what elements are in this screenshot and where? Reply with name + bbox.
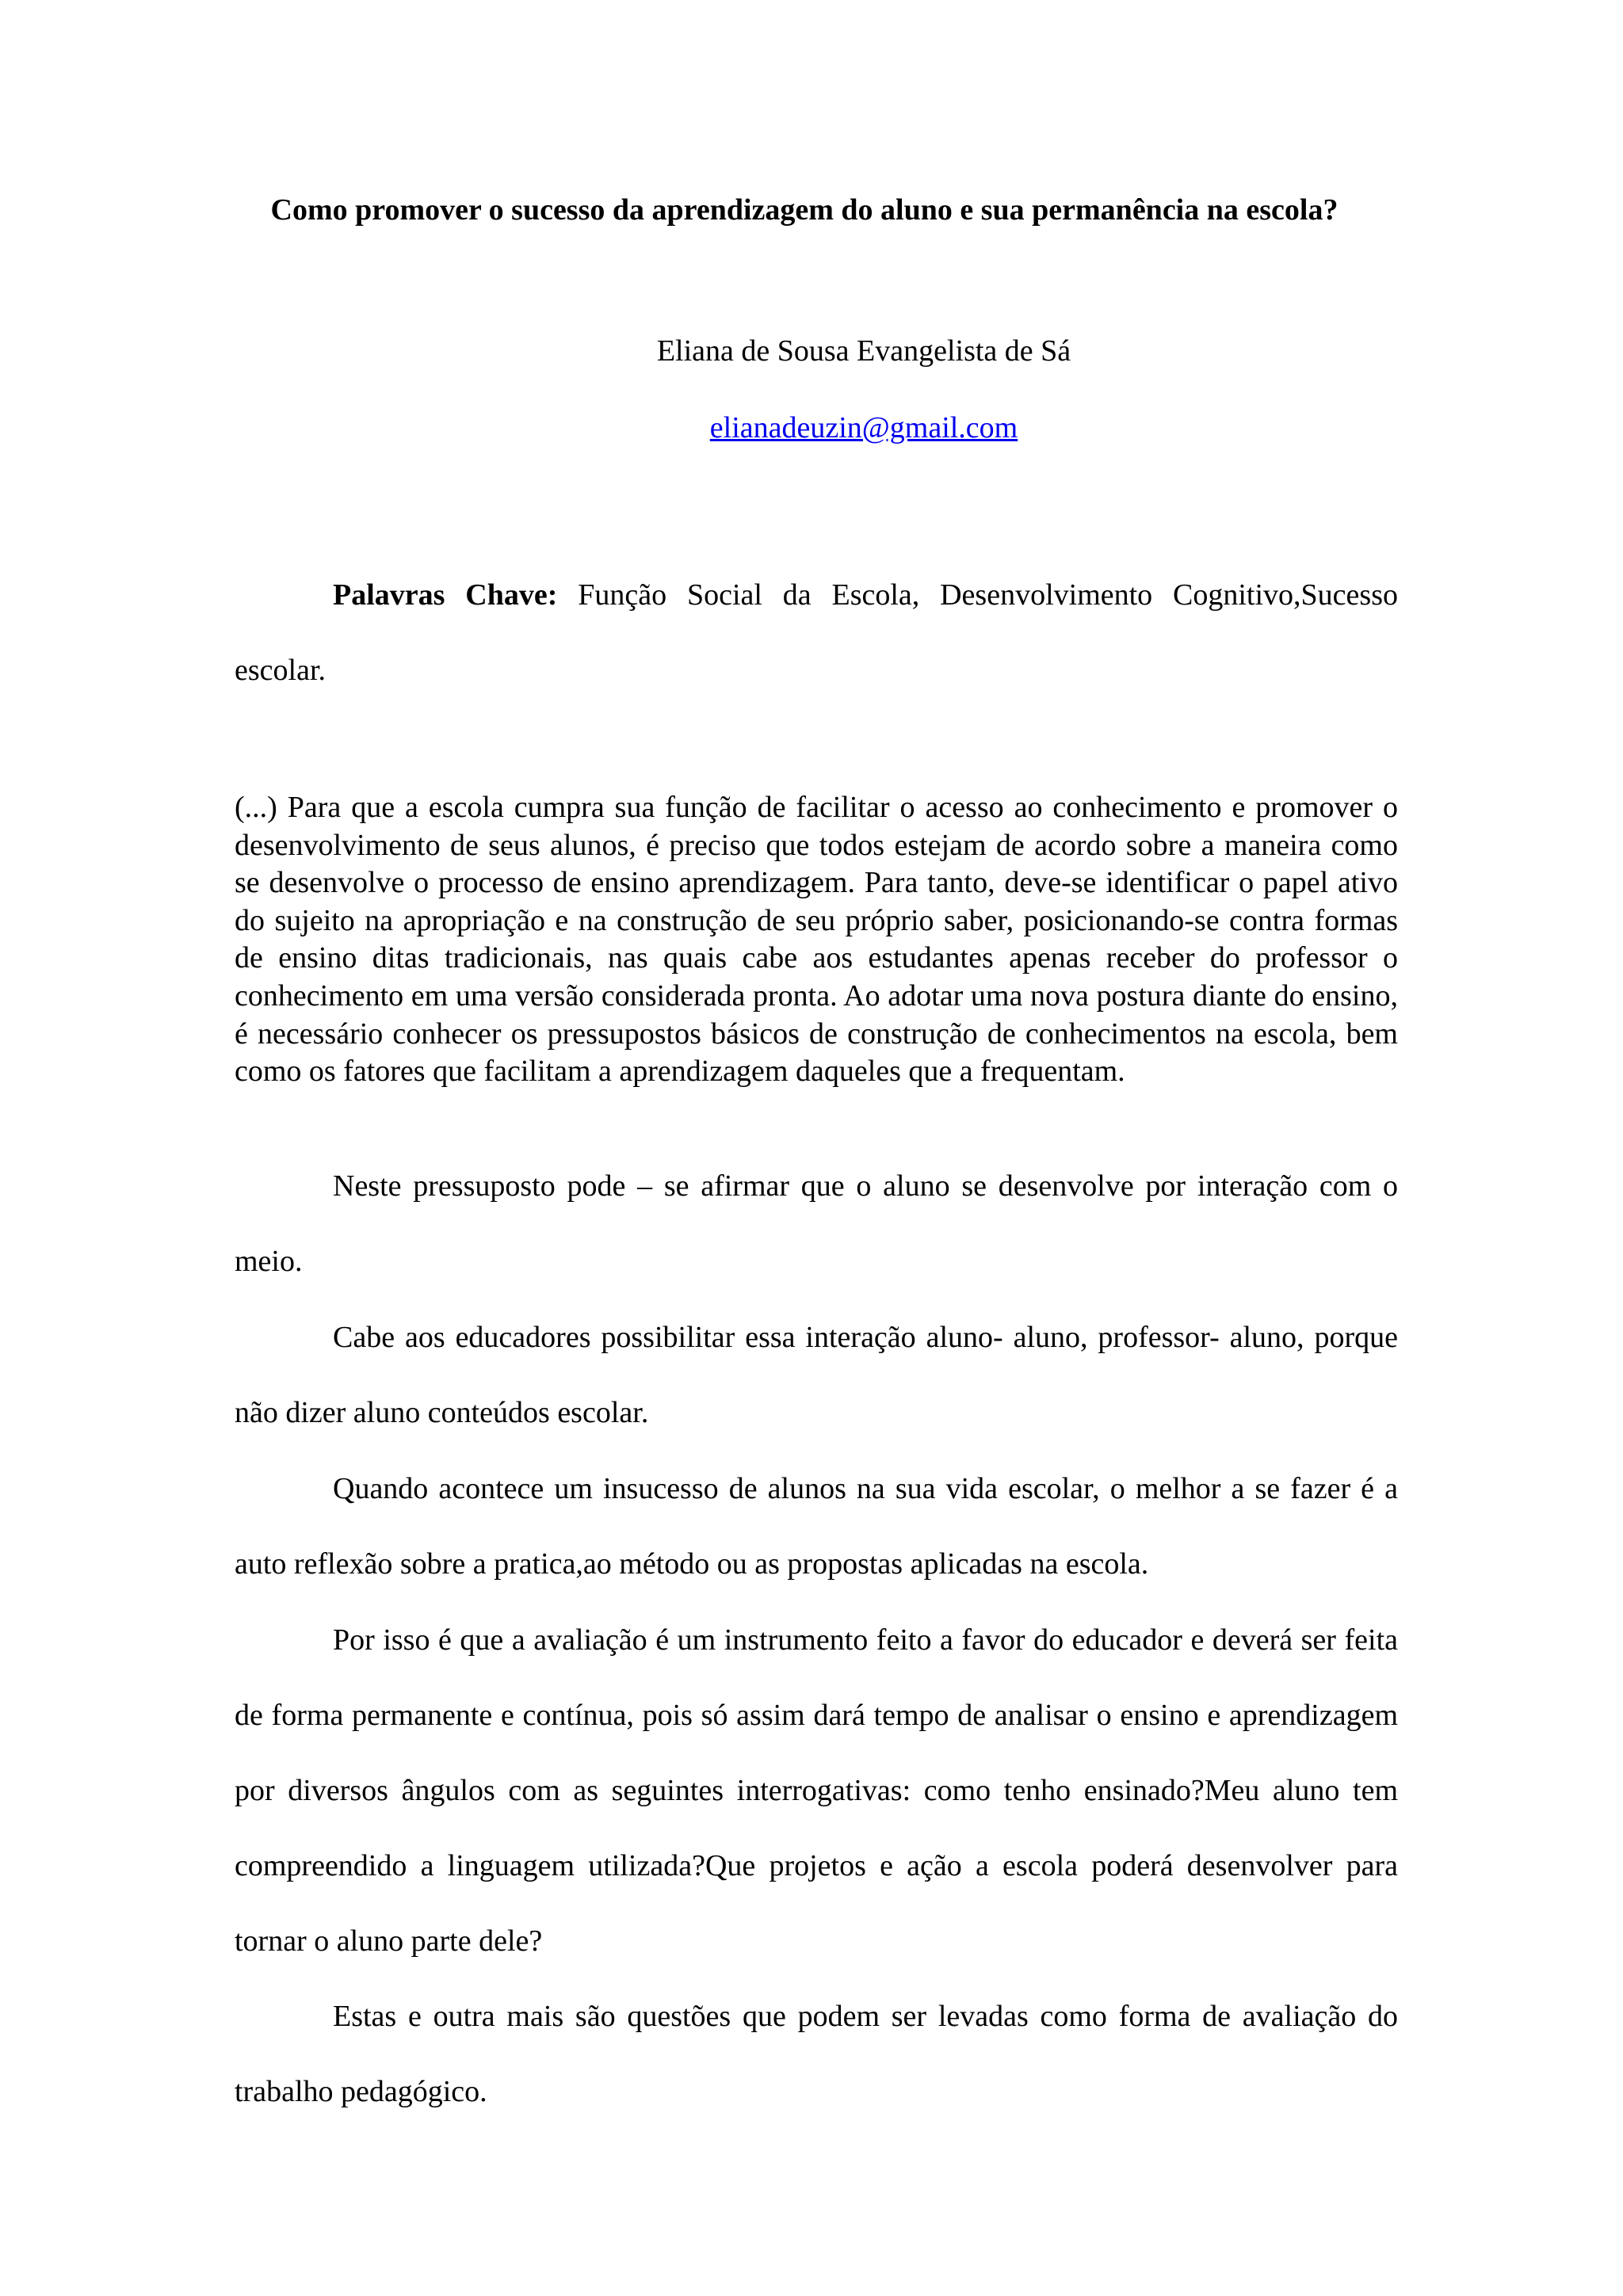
- paragraph-5: Estas e outra mais são questões que podem ser levadas como forma de avaliação do trabalho pedagógico.: [235, 2000, 1398, 2108]
- document-title: Como promover o sucesso da aprendizagem do aluno e sua permanência na escola?: [270, 193, 1338, 227]
- author-email: [547, 410, 1181, 446]
- keywords: [235, 558, 1398, 708]
- email-link[interactable]: elianadeuzin@gmail.com: [709, 411, 1018, 444]
- keywords-label: Palavras Chave:: [333, 578, 558, 612]
- author-name: Eliana de Sousa Evangelista de Sá: [656, 334, 1071, 368]
- paragraph-1: Neste pressuposto pode – se afirmar que o aluno se desenvolve por interação com o meio.: [235, 1169, 1398, 1278]
- paragraph-2: Cabe aos educadores possibilitar essa interação aluno- aluno, professor- aluno, porque não dizer aluno conteúdos escolar.: [235, 1321, 1398, 1429]
- paragraph-4: Por isso é que a avaliação é um instrumento feito a favor do educador e deverá ser feita de forma permanente e contínua, pois só assim dará tempo de analisar o ensino e aprendizagem por diversos ângulos com as seguintes interrogativas: como tenho ensinado?Meu aluno tem compreendido a linguagem utilizada?Que projetos e ação a escola poderá desenvolver para tornar o aluno parte dele?: [235, 1623, 1398, 1958]
- quote-paragraph: (...) Para que a escola cumpra sua função de facilitar o acesso ao conhecimento e promover o desenvolvimento de seus alunos, é preciso que todos estejam de acordo sobre a maneira como se desenvolve o processo de ensino aprendizagem. Para tanto, deve-se identificar o papel ativo do sujeito na apropriação e na construção de seu próprio saber, posicionando-se contra formas de ensino ditas tradicionais, nas quais cabe aos estudantes apenas receber do professor o conhecimento em uma versão considerada pronta. Ao adotar uma nova postura diante do ensino, é necessário conhecer os pressupostos básicos de construção de conhecimentos na escola, bem como os fatores que facilitam a aprendizagem daqueles que a frequentam.: [235, 791, 1398, 1089]
- keywords-text: Função Social da Escola, Desenvolvimento Cognitivo,Sucesso escolar.: [235, 578, 1398, 687]
- paragraph-3: Quando acontece um insucesso de alunos na sua vida escolar, o melhor a se fazer é a auto reflexão sobre a pratica,ao método ou as propostas aplicadas na escola.: [235, 1472, 1398, 1581]
